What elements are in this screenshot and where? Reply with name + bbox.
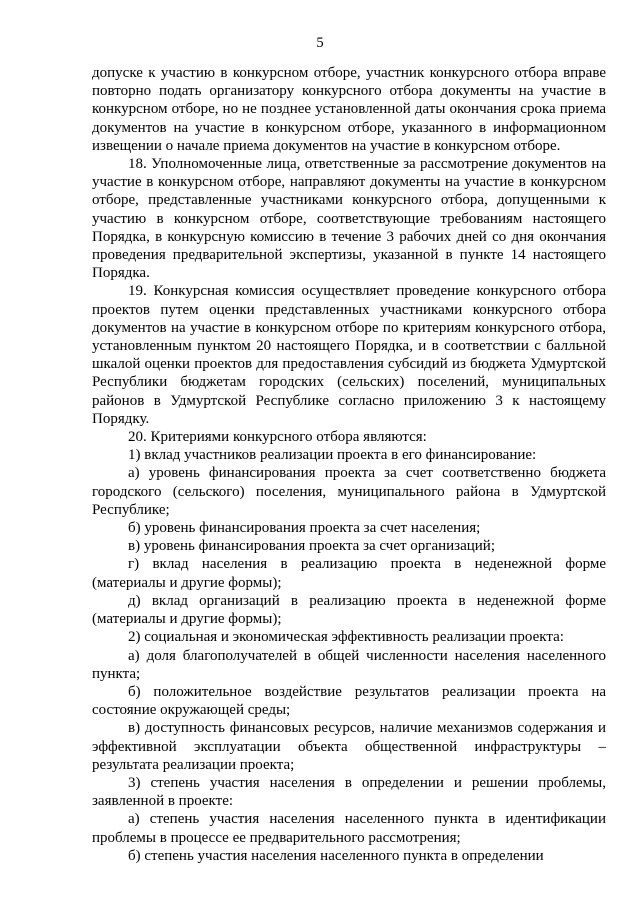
criterion-1a: а) уровень финансирования проекта за счет соответственно бюджета городского (сельского) поселения, муниципального района в Удмуртской Республике;	[92, 465, 606, 518]
criterion-2c: в) доступность финансовых ресурсов, наличие механизмов содержания и эффективной эксплуатации объекта общественной инфраструктуры – результата реализации проекта;	[92, 720, 606, 773]
criterion-1d: г) вклад населения в реализацию проекта в неденежной форме (материалы и другие формы);	[92, 556, 606, 591]
page-number: 5	[316, 35, 324, 51]
criterion-3: 3) степень участия населения в определении и решении проблемы, заявленной в проекте:	[92, 774, 606, 810]
criterion-2b: б) положительное воздействие результатов реализации проекта на состояние окружающей среды;	[92, 683, 606, 719]
paragraph-item-20: 20. Критериями конкурсного отбора являются:	[128, 429, 427, 446]
criterion-2: 2) социальная и экономическая эффективность реализации проекта:	[128, 629, 564, 646]
criterion-1b: б) уровень финансирования проекта за счет населения;	[128, 520, 481, 537]
paragraph-item-19: 19. Конкурсная комиссия осуществляет проведение конкурсного отбора проектов путем оценки представленных участниками конкурсного отбора документов на участие в конкурсном отборе по критериям конкурсного отбора, установленным пунктом 20 настоящего Порядка, и в соответствии с балльной шкалой оценки проектов для предоставления субсидий из бюджета Удмуртской Республики бюджетам городских (сельских) поселений, муниципальных районов в Удмуртской Республике согласно приложению 3 к настоящему Порядку.	[92, 283, 606, 427]
criterion-2a: а) доля благополучателей в общей численности населения населенного пункта;	[92, 647, 606, 682]
document-body	[92, 64, 606, 865]
criterion-1e: д) вклад организаций в реализацию проекта в неденежной форме (материалы и другие формы);	[92, 592, 606, 628]
criterion-3b: б) степень участия населения населенного пункта в определении	[128, 847, 544, 864]
paragraph-continuation: допуске к участию в конкурсном отборе, участник конкурсного отбора вправе повторно подать организатору конкурсного отбора документы на участие в конкурсном отборе, но не позднее установленной даты окончания срока приема документов на участие в конкурсном отборе, указанного в информационном извещении о начале приема документов на участие в конкурсном отборе.	[92, 65, 606, 154]
paragraph-item-18: 18. Уполномоченные лица, ответственные за рассмотрение документов на участие в конкурсном отборе, направляют документы на участие в конкурсном отборе, представленные участниками конкурсного отбора, допущенными к участию в конкурсном отборе, соответствующие требованиям настоящего Порядка, в конкурсную комиссию в течение 3 рабочих дней со дня окончания проведения предварительной экспертизы, указанной в пункте 14 настоящего Порядка.	[92, 156, 606, 282]
criterion-1c: в) уровень финансирования проекта за счет организаций;	[128, 538, 495, 555]
criterion-3a: а) степень участия населения населенного пункта в идентификации проблемы в процессе ее предварительного рассмотрения;	[92, 811, 606, 846]
criterion-1: 1) вклад участников реализации проекта в его финансирование:	[128, 447, 537, 464]
